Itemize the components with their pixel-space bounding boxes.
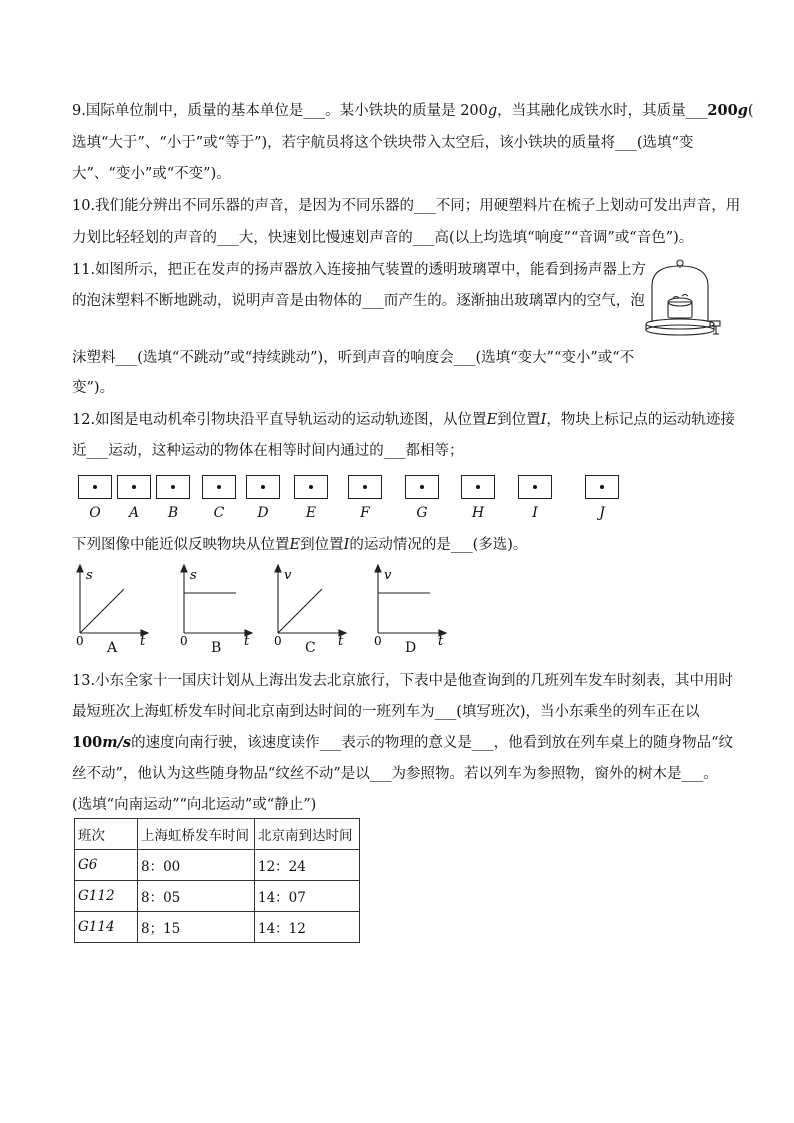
q12-text-1c: 到位置 [497,412,541,428]
track-label-b: B [167,505,179,521]
table-row [75,912,360,943]
track-dot [363,485,367,489]
table-cell: 14：12 [255,912,360,943]
table-header-cell: 上海虹桥发车时间 [138,819,255,850]
q13-speed-unit: m/s [102,734,132,751]
track-label-a: A [128,505,140,521]
train-schedule-table [74,818,360,943]
q9-line-3: 大”、“变小”或“不变”)。 [72,166,231,182]
table-cell: 12：24 [255,850,360,881]
q9-paren: ( [747,103,754,119]
q12-line-3 [72,535,527,555]
track-dot [476,485,480,489]
graph-b-xlabel: t [244,634,250,647]
graph-d-xlabel: t [438,634,444,647]
track-box-f [348,475,382,499]
table-cell: G114 [75,912,138,943]
bell-jar-speaker-figure [640,258,724,340]
q9-value-200: 200 [707,102,738,119]
q9-unit-g2: g [737,102,748,119]
table-cell: 8：05 [138,881,255,912]
graph-d-label: D [405,640,417,656]
track-dot [132,485,136,489]
track-box-a [117,475,151,499]
graph-b-origin: 0 [180,634,188,647]
track-label-c: C [213,505,225,521]
q12-text-3c: 到位置 [300,537,344,553]
q10-line-2: 力划比轻轻划的声音的___大，快速划比慢速划声音的___高(以上均选填“响度”“音调”或“音色”)。 [72,230,694,246]
q12-line-1 [72,410,735,430]
q9-line-1 [72,101,754,121]
table-cell: G112 [75,881,138,912]
q13-line-5: (选填“向南运动”“向北运动”或“静止”) [72,797,317,813]
q12-pos-i2: I [343,537,350,553]
q12-pos-e: E [486,412,498,428]
track-box-d [246,475,280,499]
track-box-g [405,475,439,499]
graph-d-ylabel: v [384,568,392,583]
table-cell: 8：00 [138,850,255,881]
track-label-f: F [360,505,370,521]
q13-line-3 [72,733,733,753]
track-dot [309,485,313,489]
track-dot [93,485,97,489]
track-label-o: O [89,505,101,521]
track-label-i: I [532,505,538,521]
table-header-cell: 班次 [75,819,138,850]
track-box-h [461,475,495,499]
graph-b-ylabel: s [190,568,197,583]
track-label-e: E [305,505,317,521]
q12-text-1e: ，物块上标记点的运动轨迹接 [546,412,735,428]
q11-line-1: 11.如图所示，把正在发声的扬声器放入连接抽气装置的透明玻璃罩中，能看到扬声器上方 [72,262,647,278]
track-label-g: G [416,505,428,521]
track-dot [420,485,424,489]
graph-a-xlabel: t [140,634,146,647]
track-label-h: H [471,505,485,521]
q9-text-1b: ，当其融化成铁水时，其质量___ [497,103,708,119]
graph-a-label: A [107,640,118,656]
q13-text-3c: 的速度向南行驶，该速度读作___表示的物理的意义是___，他看到放在列车桌上的随身物品“纹 [131,735,734,751]
track-box-i [518,475,552,499]
graph-a-origin: 0 [76,634,84,647]
q12-text-3a: 下列图像中能近似反映物块从位置 [72,537,290,553]
q13-line-1: 13.小东全家十一国庆计划从上海出发去北京旅行，下表中是他查询到的几班列车发车时刻表，其中用时 [72,673,734,689]
graph-d-origin: 0 [374,634,382,647]
table-header-cell: 北京南到达时间 [255,819,360,850]
graph-c-origin: 0 [274,634,282,647]
graph-a [72,563,154,647]
table-cell: 8；15 [138,912,255,943]
track-label-d: D [257,505,269,521]
q12-pos-e2: E [289,537,301,553]
track-box-b [156,475,190,499]
track-box-j [585,475,619,499]
q9-text-1: 9.国际单位制中，质量的基本单位是___。某小铁块的质量是 200 [72,103,488,119]
track-box-e [294,475,328,499]
q12-pos-i: I [540,412,547,428]
track-box-o [78,475,112,499]
q12-text-1a: 12.如图是电动机牵引物块沿平直导轨运动的运动轨迹图，从位置 [72,412,487,428]
graph-d [370,563,452,647]
graph-b [176,563,258,647]
graph-a-ylabel: s [86,568,93,583]
graph-c-xlabel: t [338,634,344,647]
table-header-row [75,819,360,850]
q10-line-1: 10.我们能分辨出不同乐器的声音，是因为不同乐器的___不同；用硬塑料片在梳子上划动可发出声音，用 [72,198,741,214]
track-dot [533,485,537,489]
q13-speed-value: 100 [72,734,103,751]
q13-line-4: 丝不动”，他认为这些随身物品“纹丝不动”是以___为参照物。若以列车为参照物，窗外的树木是___。 [72,766,718,782]
q11-line-2: 的泡沫塑料不断地跳动，说明声音是由物体的___而产生的。逐渐抽出玻璃罩内的空气，泡 [72,293,645,309]
q9-line-2: 选填“大于”、“小于”或“等于”)，若宇航员将这个铁块带入太空后，该小铁块的质量将___(选填“变 [72,135,694,151]
q11-line-3: 沫塑料___(选填“不跳动”或“持续跳动”)，听到声音的响度会___(选填“变大”“变小”或“不 [72,350,635,366]
graph-b-label: B [211,640,222,656]
table-cell: G6 [75,850,138,881]
graph-c [270,563,352,647]
q12-line-2: 近___运动，这种运动的物体在相等时间内通过的___都相等； [72,443,464,459]
q13-line-2: 最短班次上海虹桥发车时间北京南到达时间的一班列车为___(填写班次)，当小东乘坐的列车正在以 [72,704,700,720]
track-label-j: J [599,505,605,521]
graph-c-label: C [305,640,316,656]
table-row [75,850,360,881]
track-dot [171,485,175,489]
q11-line-4: 变”)。 [72,380,115,396]
track-box-c [202,475,236,499]
table-cell: 14：07 [255,881,360,912]
q12-text-3e: 的运动情况的是___(多选)。 [349,537,528,553]
q9-unit-g: g [487,103,498,119]
table-row [75,881,360,912]
track-dot [261,485,265,489]
track-dot [600,485,604,489]
track-dot [217,485,221,489]
graph-c-ylabel: v [284,568,292,583]
